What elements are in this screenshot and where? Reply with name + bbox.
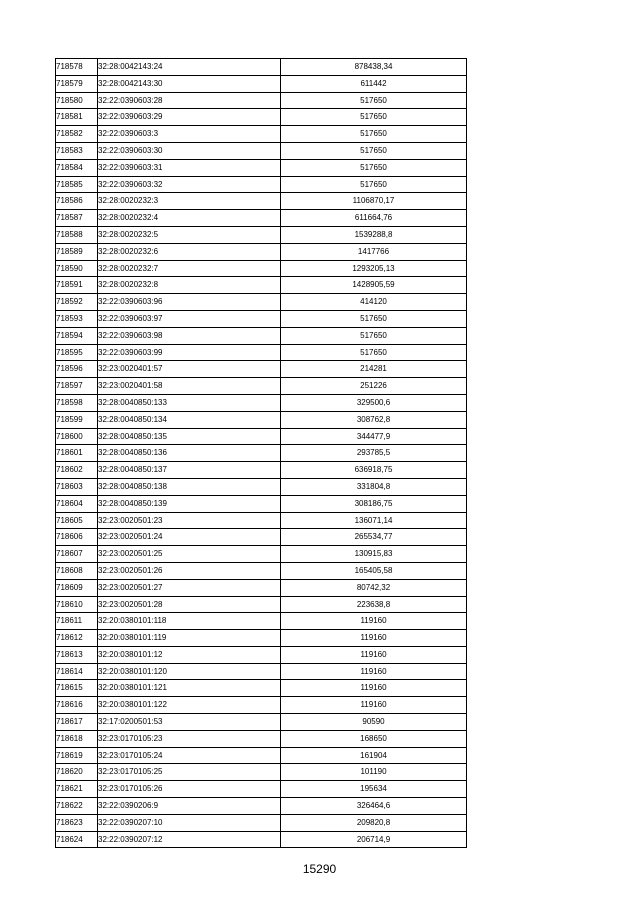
row-id-cell: 718601 [56, 445, 98, 462]
table-row [56, 344, 467, 361]
table-row [56, 478, 467, 495]
cadastral-value-cell: 251226 [281, 378, 467, 395]
cadastral-number-cell: 32:28:0042143:24 [98, 59, 281, 76]
cadastral-number-cell: 32:28:0040850:139 [98, 495, 281, 512]
cadastral-value-cell: 119160 [281, 646, 467, 663]
row-id-cell: 718587 [56, 210, 98, 227]
row-id-cell: 718595 [56, 344, 98, 361]
table-row [56, 462, 467, 479]
table-row [56, 596, 467, 613]
row-id-cell: 718586 [56, 193, 98, 210]
cadastral-value-cell: 344477,9 [281, 428, 467, 445]
table-row [56, 579, 467, 596]
cadastral-number-cell: 32:28:0040850:137 [98, 462, 281, 479]
table-row [56, 814, 467, 831]
table-row [56, 428, 467, 445]
cadastral-value-cell: 1428905,59 [281, 277, 467, 294]
cadastral-number-cell: 32:22:0390207:10 [98, 814, 281, 831]
cadastral-number-cell: 32:23:0020501:28 [98, 596, 281, 613]
table-row [56, 277, 467, 294]
cadastral-value-cell: 517650 [281, 176, 467, 193]
row-id-cell: 718609 [56, 579, 98, 596]
row-id-cell: 718599 [56, 411, 98, 428]
row-id-cell: 718606 [56, 529, 98, 546]
table-row [56, 529, 467, 546]
row-id-cell: 718608 [56, 562, 98, 579]
cadastral-number-cell: 32:23:0020501:27 [98, 579, 281, 596]
cadastral-number-cell: 32:28:0020232:4 [98, 210, 281, 227]
table-row [56, 294, 467, 311]
row-id-cell: 718603 [56, 478, 98, 495]
cadastral-value-cell: 1417766 [281, 243, 467, 260]
cadastral-value-table [55, 58, 467, 848]
cadastral-value-cell: 1293205,13 [281, 260, 467, 277]
cadastral-value-cell: 165405,58 [281, 562, 467, 579]
cadastral-number-cell: 32:20:0380101:120 [98, 663, 281, 680]
table-row [56, 798, 467, 815]
table-row [56, 613, 467, 630]
cadastral-number-cell: 32:22:0390603:31 [98, 159, 281, 176]
cadastral-number-cell: 32:23:0170105:26 [98, 781, 281, 798]
cadastral-value-cell: 293785,5 [281, 445, 467, 462]
table-row [56, 697, 467, 714]
table-row [56, 193, 467, 210]
row-id-cell: 718605 [56, 512, 98, 529]
cadastral-number-cell: 32:22:0390603:30 [98, 142, 281, 159]
row-id-cell: 718585 [56, 176, 98, 193]
table-row [56, 411, 467, 428]
cadastral-number-cell: 32:23:0020401:58 [98, 378, 281, 395]
row-id-cell: 718579 [56, 75, 98, 92]
cadastral-value-cell: 119160 [281, 613, 467, 630]
cadastral-number-cell: 32:23:0020501:26 [98, 562, 281, 579]
row-id-cell: 718584 [56, 159, 98, 176]
cadastral-value-cell: 326464,6 [281, 798, 467, 815]
cadastral-number-cell: 32:20:0380101:119 [98, 630, 281, 647]
cadastral-value-cell: 130915,83 [281, 546, 467, 563]
row-id-cell: 718617 [56, 714, 98, 731]
cadastral-value-cell: 223638,8 [281, 596, 467, 613]
cadastral-value-cell: 517650 [281, 344, 467, 361]
cadastral-number-cell: 32:28:0042143:30 [98, 75, 281, 92]
row-id-cell: 718600 [56, 428, 98, 445]
table-row [56, 663, 467, 680]
cadastral-number-cell: 32:28:0020232:8 [98, 277, 281, 294]
cadastral-number-cell: 32:23:0170105:25 [98, 764, 281, 781]
row-id-cell: 718583 [56, 142, 98, 159]
table-row [56, 327, 467, 344]
table-row [56, 445, 467, 462]
table-row [56, 630, 467, 647]
cadastral-value-cell: 636918,75 [281, 462, 467, 479]
cadastral-number-cell: 32:20:0380101:122 [98, 697, 281, 714]
cadastral-value-cell: 517650 [281, 159, 467, 176]
table-row [56, 92, 467, 109]
cadastral-number-cell: 32:23:0020501:25 [98, 546, 281, 563]
table-row [56, 243, 467, 260]
row-id-cell: 718580 [56, 92, 98, 109]
table-row [56, 109, 467, 126]
row-id-cell: 718581 [56, 109, 98, 126]
cadastral-number-cell: 32:22:0390603:32 [98, 176, 281, 193]
row-id-cell: 718610 [56, 596, 98, 613]
table-row [56, 646, 467, 663]
row-id-cell: 718604 [56, 495, 98, 512]
cadastral-number-cell: 32:20:0380101:118 [98, 613, 281, 630]
row-id-cell: 718616 [56, 697, 98, 714]
cadastral-number-cell: 32:28:0040850:138 [98, 478, 281, 495]
cadastral-value-cell: 329500,6 [281, 394, 467, 411]
row-id-cell: 718589 [56, 243, 98, 260]
row-id-cell: 718590 [56, 260, 98, 277]
row-id-cell: 718592 [56, 294, 98, 311]
cadastral-number-cell: 32:22:0390207:12 [98, 831, 281, 848]
table-row [56, 210, 467, 227]
cadastral-value-cell: 136071,14 [281, 512, 467, 529]
table-row [56, 562, 467, 579]
table-row [56, 159, 467, 176]
row-id-cell: 718614 [56, 663, 98, 680]
row-id-cell: 718612 [56, 630, 98, 647]
table-row [56, 546, 467, 563]
table-row [56, 361, 467, 378]
cadastral-number-cell: 32:28:0020232:6 [98, 243, 281, 260]
cadastral-value-cell: 517650 [281, 92, 467, 109]
table-row [56, 310, 467, 327]
table-row [56, 260, 467, 277]
cadastral-value-cell: 331804,8 [281, 478, 467, 495]
table-row [56, 142, 467, 159]
row-id-cell: 718591 [56, 277, 98, 294]
row-id-cell: 718596 [56, 361, 98, 378]
cadastral-value-cell: 206714,9 [281, 831, 467, 848]
cadastral-number-cell: 32:22:0390603:99 [98, 344, 281, 361]
row-id-cell: 718611 [56, 613, 98, 630]
row-id-cell: 718613 [56, 646, 98, 663]
cadastral-value-cell: 101190 [281, 764, 467, 781]
table-body [56, 59, 467, 848]
row-id-cell: 718597 [56, 378, 98, 395]
cadastral-number-cell: 32:22:0390206:9 [98, 798, 281, 815]
cadastral-value-cell: 414120 [281, 294, 467, 311]
row-id-cell: 718588 [56, 226, 98, 243]
row-id-cell: 718598 [56, 394, 98, 411]
table-row [56, 764, 467, 781]
row-id-cell: 718578 [56, 59, 98, 76]
table-row [56, 176, 467, 193]
cadastral-value-cell: 168650 [281, 730, 467, 747]
cadastral-number-cell: 32:28:0040850:135 [98, 428, 281, 445]
cadastral-number-cell: 32:22:0390603:96 [98, 294, 281, 311]
table-row [56, 512, 467, 529]
cadastral-number-cell: 32:23:0170105:24 [98, 747, 281, 764]
cadastral-number-cell: 32:23:0020501:23 [98, 512, 281, 529]
cadastral-number-cell: 32:22:0390603:97 [98, 310, 281, 327]
cadastral-number-cell: 32:22:0390603:3 [98, 126, 281, 143]
row-id-cell: 718622 [56, 798, 98, 815]
row-id-cell: 718582 [56, 126, 98, 143]
cadastral-number-cell: 32:28:0020232:7 [98, 260, 281, 277]
row-id-cell: 718623 [56, 814, 98, 831]
cadastral-value-cell: 161904 [281, 747, 467, 764]
row-id-cell: 718621 [56, 781, 98, 798]
row-id-cell: 718602 [56, 462, 98, 479]
table-row [56, 680, 467, 697]
table-row [56, 75, 467, 92]
table-row [56, 730, 467, 747]
cadastral-value-cell: 1539288,8 [281, 226, 467, 243]
cadastral-number-cell: 32:17:0200501:53 [98, 714, 281, 731]
row-id-cell: 718620 [56, 764, 98, 781]
cadastral-value-cell: 209820,8 [281, 814, 467, 831]
cadastral-number-cell: 32:22:0390603:29 [98, 109, 281, 126]
row-id-cell: 718619 [56, 747, 98, 764]
cadastral-number-cell: 32:23:0170105:23 [98, 730, 281, 747]
table-row [56, 59, 467, 76]
cadastral-value-cell: 611442 [281, 75, 467, 92]
table-row [56, 378, 467, 395]
cadastral-number-cell: 32:23:0020401:57 [98, 361, 281, 378]
cadastral-value-cell: 214281 [281, 361, 467, 378]
cadastral-number-cell: 32:20:0380101:121 [98, 680, 281, 697]
cadastral-number-cell: 32:22:0390603:98 [98, 327, 281, 344]
cadastral-value-cell: 517650 [281, 142, 467, 159]
table-row [56, 226, 467, 243]
cadastral-value-cell: 119160 [281, 697, 467, 714]
cadastral-number-cell: 32:28:0020232:5 [98, 226, 281, 243]
table-row [56, 126, 467, 143]
table-row [56, 831, 467, 848]
cadastral-number-cell: 32:28:0040850:136 [98, 445, 281, 462]
table-row [56, 747, 467, 764]
table-row [56, 781, 467, 798]
row-id-cell: 718615 [56, 680, 98, 697]
row-id-cell: 718618 [56, 730, 98, 747]
table-row [56, 495, 467, 512]
cadastral-value-cell: 611664,76 [281, 210, 467, 227]
cadastral-number-cell: 32:28:0020232:3 [98, 193, 281, 210]
cadastral-value-cell: 119160 [281, 630, 467, 647]
row-id-cell: 718593 [56, 310, 98, 327]
cadastral-value-cell: 308186,75 [281, 495, 467, 512]
row-id-cell: 718607 [56, 546, 98, 563]
cadastral-value-cell: 878438,34 [281, 59, 467, 76]
table-row [56, 394, 467, 411]
cadastral-number-cell: 32:28:0040850:133 [98, 394, 281, 411]
cadastral-number-cell: 32:20:0380101:12 [98, 646, 281, 663]
page-number: 15290 [302, 862, 337, 876]
cadastral-value-cell: 119160 [281, 663, 467, 680]
row-id-cell: 718624 [56, 831, 98, 848]
cadastral-value-cell: 119160 [281, 680, 467, 697]
cadastral-value-cell: 90590 [281, 714, 467, 731]
row-id-cell: 718594 [56, 327, 98, 344]
cadastral-value-cell: 80742,32 [281, 579, 467, 596]
cadastral-number-cell: 32:28:0040850:134 [98, 411, 281, 428]
cadastral-value-cell: 517650 [281, 327, 467, 344]
cadastral-value-cell: 195634 [281, 781, 467, 798]
cadastral-value-cell: 265534,77 [281, 529, 467, 546]
cadastral-value-cell: 308762,8 [281, 411, 467, 428]
cadastral-value-cell: 517650 [281, 126, 467, 143]
cadastral-value-cell: 517650 [281, 109, 467, 126]
cadastral-value-cell: 517650 [281, 310, 467, 327]
cadastral-value-cell: 1106870,17 [281, 193, 467, 210]
table-row [56, 714, 467, 731]
cadastral-number-cell: 32:23:0020501:24 [98, 529, 281, 546]
cadastral-number-cell: 32:22:0390603:28 [98, 92, 281, 109]
